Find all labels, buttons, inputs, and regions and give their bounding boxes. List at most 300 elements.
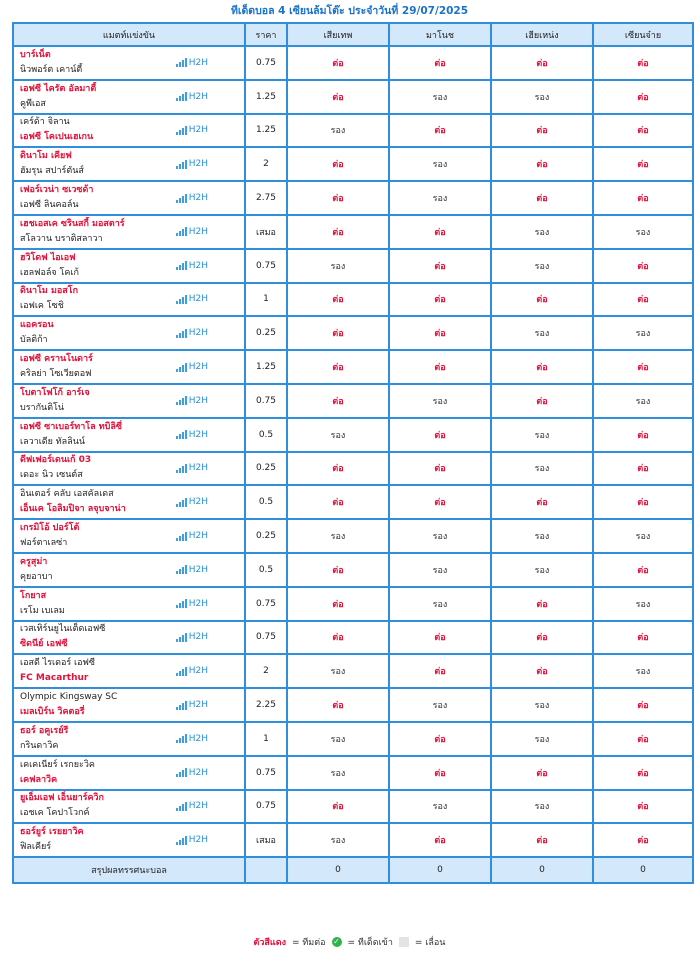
pick-value: รอง xyxy=(635,227,651,238)
home-team: ธอร์ อคูเรย์รี xyxy=(20,725,69,736)
pick-cell xyxy=(593,587,693,621)
pick-value: รอง xyxy=(330,836,346,847)
pick-value: ต่อ xyxy=(637,295,649,306)
pick-cell xyxy=(287,823,389,857)
away-team: เอ็นเค โอลิมปิจา ลจุบจาน่า xyxy=(20,504,126,515)
postponed-box-icon xyxy=(399,937,409,947)
pick-value: ต่อ xyxy=(637,802,649,813)
home-team: แอครอน xyxy=(20,320,54,331)
h2h-label: H2H xyxy=(188,531,208,542)
pick-value: ต่อ xyxy=(637,58,649,69)
pick-cell xyxy=(287,587,389,621)
price-cell: 0.75 xyxy=(245,587,287,621)
pick-value: ต่อ xyxy=(637,92,649,103)
pick-value: ต่อ xyxy=(332,802,344,813)
summary-price-empty xyxy=(245,857,287,883)
pick-cell xyxy=(491,722,593,756)
pick-value: ต่อ xyxy=(332,329,344,340)
pick-cell xyxy=(389,350,491,384)
pick-cell xyxy=(491,519,593,553)
pick-cell xyxy=(491,350,593,384)
away-team: ฮัมรุน สปาร์ตันส์ xyxy=(20,166,84,177)
h2h-label: H2H xyxy=(188,666,208,677)
home-team: ฮวิโดฟ ไอเอฟ xyxy=(20,252,76,263)
h2h-label: H2H xyxy=(188,463,208,474)
pick-value: ต่อ xyxy=(332,599,344,610)
match-cell xyxy=(13,519,245,553)
pick-cell xyxy=(389,621,491,655)
h2h-link[interactable] xyxy=(176,396,208,406)
pick-cell xyxy=(593,80,693,114)
away-team: เรโม เบเลม xyxy=(20,605,65,616)
match-cell xyxy=(13,181,245,215)
away-team: เอฟซี โคเปนเฮเกน xyxy=(20,132,94,143)
price-cell: 2 xyxy=(245,147,287,181)
h2h-link[interactable] xyxy=(176,768,208,778)
pick-value: ต่อ xyxy=(536,768,548,779)
summary-total-2: 0 xyxy=(389,857,491,883)
table-row xyxy=(13,452,693,486)
away-team: ฟิลเคียร์ xyxy=(20,842,52,853)
home-team: เกรมิโอ้ ปอร์โต้ xyxy=(20,523,80,534)
page-title: ทีเด็ดบอล 4 เซียนล้มโต๊ะ ประจำวันที่ 29/07/2025 xyxy=(230,5,469,17)
pick-cell xyxy=(389,553,491,587)
pick-value: ต่อ xyxy=(332,565,344,576)
home-team: เอสดี ไรเดอร์ เอฟซี xyxy=(20,658,96,669)
header-tipster-3: เฮียเหน่ง xyxy=(491,23,593,46)
pick-cell xyxy=(287,485,389,519)
pick-value: ต่อ xyxy=(637,464,649,475)
pick-cell xyxy=(389,654,491,688)
h2h-link[interactable] xyxy=(176,193,208,203)
pick-cell xyxy=(491,688,593,722)
pick-value: ต่อ xyxy=(637,430,649,441)
signal-bars-icon xyxy=(176,633,187,642)
pick-cell xyxy=(491,790,593,824)
h2h-link[interactable] xyxy=(176,497,208,507)
pick-cell xyxy=(491,80,593,114)
check-icon: ✓ xyxy=(333,937,340,946)
away-team: ซิดนีย์ เอฟซี xyxy=(20,639,68,650)
header-tipster-2: มาโนช xyxy=(389,23,491,46)
h2h-link[interactable] xyxy=(176,801,208,811)
h2h-label: H2H xyxy=(188,159,208,170)
pick-value: รอง xyxy=(534,532,550,543)
table-row xyxy=(13,283,693,317)
h2h-label: H2H xyxy=(188,395,208,406)
signal-bars-icon xyxy=(176,126,187,135)
away-team: FC Macarthur xyxy=(20,673,89,684)
home-team: โบตาโฟโก้ อาร์เจ xyxy=(20,387,90,398)
h2h-label: H2H xyxy=(188,429,208,440)
price-cell: 0.25 xyxy=(245,519,287,553)
pick-value: ต่อ xyxy=(332,464,344,475)
away-team: สโลวาน บราติสลาวา xyxy=(20,233,103,244)
pick-value: ต่อ xyxy=(332,363,344,374)
pick-value: รอง xyxy=(432,565,448,576)
match-cell xyxy=(13,384,245,418)
price-cell: 1 xyxy=(245,283,287,317)
pick-cell xyxy=(389,249,491,283)
pick-value: ต่อ xyxy=(536,498,548,509)
price-cell: 0.5 xyxy=(245,418,287,452)
table-row xyxy=(13,147,693,181)
pick-cell xyxy=(593,823,693,857)
signal-bars-icon xyxy=(176,464,187,473)
h2h-label: H2H xyxy=(188,125,208,136)
pick-cell xyxy=(287,621,389,655)
pick-value: ต่อ xyxy=(536,363,548,374)
pick-value: รอง xyxy=(635,532,651,543)
match-cell xyxy=(13,418,245,452)
price-cell: 0.75 xyxy=(245,249,287,283)
away-team: คุยอาบา xyxy=(20,571,53,582)
pick-value: ต่อ xyxy=(536,58,548,69)
header-tipster-4: เซียนจ๋าย xyxy=(593,23,693,46)
home-team: เอฟซี ครานโนดาร์ xyxy=(20,354,93,365)
h2h-link[interactable] xyxy=(176,835,208,845)
pick-value: ต่อ xyxy=(332,58,344,69)
signal-bars-icon xyxy=(176,532,187,541)
pick-cell xyxy=(287,147,389,181)
match-cell xyxy=(13,485,245,519)
pick-value: ต่อ xyxy=(637,565,649,576)
table-row xyxy=(13,215,693,249)
pick-value: ต่อ xyxy=(332,92,344,103)
pick-cell xyxy=(287,316,389,350)
h2h-link[interactable] xyxy=(176,159,208,169)
h2h-link[interactable] xyxy=(176,632,208,642)
price-cell: 0.25 xyxy=(245,316,287,350)
price-cell: 1.25 xyxy=(245,114,287,148)
pick-value: ต่อ xyxy=(637,768,649,779)
away-team: เลวาเดีย ทัลลินน์ xyxy=(20,436,86,447)
home-team: ครูสุม่า xyxy=(20,556,48,567)
signal-bars-icon xyxy=(176,329,187,338)
table-row xyxy=(13,80,693,114)
signal-bars-icon xyxy=(176,734,187,743)
h2h-link[interactable] xyxy=(176,463,208,473)
price-cell: เสมอ xyxy=(245,215,287,249)
h2h-label: H2H xyxy=(188,328,208,339)
match-cell xyxy=(13,249,245,283)
pick-value: ต่อ xyxy=(434,667,446,678)
pick-cell xyxy=(389,688,491,722)
match-cell xyxy=(13,790,245,824)
pick-cell xyxy=(389,384,491,418)
match-cell xyxy=(13,823,245,857)
home-team: ดินาโม เคียฟ xyxy=(20,151,72,162)
pick-cell xyxy=(593,553,693,587)
pick-cell xyxy=(593,350,693,384)
table-row xyxy=(13,418,693,452)
pick-cell xyxy=(593,316,693,350)
pick-value: รอง xyxy=(330,126,346,137)
table-row xyxy=(13,722,693,756)
pick-cell xyxy=(389,114,491,148)
h2h-link[interactable] xyxy=(176,294,208,304)
h2h-label: H2H xyxy=(188,733,208,744)
table-row xyxy=(13,587,693,621)
pick-value: รอง xyxy=(330,768,346,779)
pick-cell xyxy=(389,756,491,790)
home-team: อินเตอร์ คลับ เอสคัลเดส xyxy=(20,489,114,500)
pick-cell xyxy=(389,316,491,350)
pick-value: ต่อ xyxy=(637,194,649,205)
table-row xyxy=(13,519,693,553)
table-header-row xyxy=(13,23,693,46)
pick-cell xyxy=(491,553,593,587)
signal-bars-icon xyxy=(176,261,187,270)
pick-cell xyxy=(287,350,389,384)
pick-value: รอง xyxy=(330,734,346,745)
pick-value: ต่อ xyxy=(332,396,344,407)
price-cell: 1 xyxy=(245,722,287,756)
pick-value: ต่อ xyxy=(332,498,344,509)
price-cell: 1.25 xyxy=(245,350,287,384)
pick-value: ต่อ xyxy=(434,464,446,475)
price-cell: 2.75 xyxy=(245,181,287,215)
pick-cell xyxy=(287,80,389,114)
summary-total-1: 0 xyxy=(287,857,389,883)
table-row xyxy=(13,688,693,722)
pick-cell xyxy=(389,722,491,756)
pick-cell xyxy=(491,249,593,283)
pick-cell xyxy=(389,418,491,452)
away-team: คริลย่า โซเวียตอฟ xyxy=(20,369,92,380)
pick-cell xyxy=(593,283,693,317)
pick-value: ต่อ xyxy=(637,261,649,272)
h2h-label: H2H xyxy=(188,497,208,508)
pick-value: ต่อ xyxy=(332,227,344,238)
pick-value: ต่อ xyxy=(434,498,446,509)
h2h-label: H2H xyxy=(188,226,208,237)
pick-cell xyxy=(593,452,693,486)
h2h-link[interactable] xyxy=(176,430,208,440)
price-cell: 0.25 xyxy=(245,452,287,486)
match-cell xyxy=(13,587,245,621)
summary-total-3: 0 xyxy=(491,857,593,883)
pick-value: รอง xyxy=(534,261,550,272)
pick-value: ต่อ xyxy=(637,701,649,712)
table-row xyxy=(13,249,693,283)
table-row xyxy=(13,384,693,418)
legend-box-text: = เลื่อน xyxy=(414,938,446,948)
match-cell xyxy=(13,722,245,756)
h2h-link[interactable] xyxy=(176,328,208,338)
summary-row xyxy=(13,857,693,883)
price-cell: 0.75 xyxy=(245,790,287,824)
pick-cell xyxy=(593,418,693,452)
header-price: ราคา xyxy=(245,23,287,46)
pick-cell xyxy=(491,621,593,655)
pick-cell xyxy=(491,283,593,317)
pick-value: รอง xyxy=(330,532,346,543)
price-cell: 0.75 xyxy=(245,756,287,790)
pick-value: ต่อ xyxy=(637,160,649,171)
h2h-label: H2H xyxy=(188,598,208,609)
pick-value: ต่อ xyxy=(536,126,548,137)
h2h-label: H2H xyxy=(188,801,208,812)
pick-cell xyxy=(287,790,389,824)
h2h-label: H2H xyxy=(188,632,208,643)
pick-value: รอง xyxy=(635,599,651,610)
h2h-label: H2H xyxy=(188,294,208,305)
pick-cell xyxy=(287,418,389,452)
signal-bars-icon xyxy=(176,295,187,304)
h2h-label: H2H xyxy=(188,835,208,846)
pick-value: ต่อ xyxy=(332,295,344,306)
home-team: บาร์เน็ต xyxy=(20,49,51,60)
pick-cell xyxy=(593,654,693,688)
pick-value: ต่อ xyxy=(637,363,649,374)
away-team: ฟอร์ตาเลซ่า xyxy=(20,538,68,549)
pick-cell xyxy=(287,519,389,553)
table-row xyxy=(13,790,693,824)
h2h-link[interactable] xyxy=(176,227,208,237)
h2h-link[interactable] xyxy=(176,700,208,710)
pick-value: ต่อ xyxy=(536,160,548,171)
pick-cell xyxy=(389,181,491,215)
pick-value: ต่อ xyxy=(536,194,548,205)
pick-cell xyxy=(491,485,593,519)
pick-cell xyxy=(593,756,693,790)
signal-bars-icon xyxy=(176,768,187,777)
table-row xyxy=(13,181,693,215)
pick-value: ต่อ xyxy=(637,836,649,847)
h2h-label: H2H xyxy=(188,700,208,711)
home-team: เคร์ด้า จิลาน xyxy=(20,117,70,128)
h2h-label: H2H xyxy=(188,193,208,204)
pick-cell xyxy=(287,283,389,317)
pick-value: รอง xyxy=(330,667,346,678)
pick-cell xyxy=(593,215,693,249)
table-row xyxy=(13,756,693,790)
h2h-link[interactable] xyxy=(176,666,208,676)
h2h-link[interactable] xyxy=(176,565,208,575)
table-row xyxy=(13,46,693,80)
pick-value: ต่อ xyxy=(434,295,446,306)
pick-value: รอง xyxy=(635,667,651,678)
pick-cell xyxy=(389,790,491,824)
pick-value: ต่อ xyxy=(434,261,446,272)
summary-label: สรุปผลทรรศนะบอล xyxy=(13,857,245,883)
away-team: บัลติก้า xyxy=(20,335,48,346)
pick-value: รอง xyxy=(432,92,448,103)
signal-bars-icon xyxy=(176,802,187,811)
price-cell: 0.75 xyxy=(245,46,287,80)
pick-value: ต่อ xyxy=(434,430,446,441)
match-cell xyxy=(13,621,245,655)
pick-cell xyxy=(389,80,491,114)
match-cell xyxy=(13,553,245,587)
pick-value: ต่อ xyxy=(434,363,446,374)
pick-value: ต่อ xyxy=(434,633,446,644)
pick-value: รอง xyxy=(534,701,550,712)
pick-cell xyxy=(287,384,389,418)
pick-value: ต่อ xyxy=(536,599,548,610)
h2h-link[interactable] xyxy=(176,92,208,102)
pick-value: รอง xyxy=(635,396,651,407)
h2h-link[interactable] xyxy=(176,125,208,135)
match-cell xyxy=(13,688,245,722)
signal-bars-icon xyxy=(176,498,187,507)
away-team: เอชเค โคปาโวกค์ xyxy=(20,808,90,819)
price-cell: 0.75 xyxy=(245,621,287,655)
pick-value: ต่อ xyxy=(536,396,548,407)
price-cell: 1.25 xyxy=(245,80,287,114)
pick-value: ต่อ xyxy=(434,126,446,137)
h2h-link[interactable] xyxy=(176,734,208,744)
pick-cell xyxy=(287,688,389,722)
pick-cell xyxy=(593,790,693,824)
home-team: เอฟซี ซาเบอร์ทาโล ทบิลิซี่ xyxy=(20,421,123,432)
pick-cell xyxy=(389,147,491,181)
pick-cell xyxy=(287,722,389,756)
home-team: เวสเทิร์นยูไนเต็ดเอฟซี xyxy=(20,624,106,635)
signal-bars-icon xyxy=(176,599,187,608)
h2h-link[interactable] xyxy=(176,599,208,609)
pick-cell xyxy=(593,722,693,756)
away-team: เมลเบิร์น วิคตอรี่ xyxy=(20,707,85,718)
h2h-label: H2H xyxy=(188,767,208,778)
away-team: นิวพอร์ต เคาน์ตี้ xyxy=(20,64,83,75)
pick-value: รอง xyxy=(432,160,448,171)
signal-bars-icon xyxy=(176,430,187,439)
pick-cell xyxy=(491,147,593,181)
pick-cell xyxy=(287,114,389,148)
signal-bars-icon xyxy=(176,396,187,405)
signal-bars-icon xyxy=(176,92,187,101)
pick-cell xyxy=(389,452,491,486)
price-cell: เสมอ xyxy=(245,823,287,857)
h2h-link[interactable] xyxy=(176,261,208,271)
pick-value: รอง xyxy=(534,227,550,238)
signal-bars-icon xyxy=(176,363,187,372)
pick-cell xyxy=(491,215,593,249)
pick-value: รอง xyxy=(635,329,651,340)
pick-value: รอง xyxy=(432,701,448,712)
price-cell: 0.5 xyxy=(245,485,287,519)
pick-value: รอง xyxy=(432,532,448,543)
tips-table xyxy=(12,22,694,884)
legend xyxy=(0,935,699,949)
h2h-link[interactable] xyxy=(176,58,208,68)
pick-cell xyxy=(491,823,593,857)
signal-bars-icon xyxy=(176,194,187,203)
signal-bars-icon xyxy=(176,565,187,574)
pick-cell xyxy=(593,147,693,181)
price-cell: 0.5 xyxy=(245,553,287,587)
legend-red-label: ตัวสีแดง xyxy=(253,938,286,948)
pick-cell xyxy=(491,46,593,80)
pick-value: รอง xyxy=(534,92,550,103)
signal-bars-icon xyxy=(176,227,187,236)
home-team: เฮชเอสเค ซรินสกี้ มอสตาร์ xyxy=(20,218,125,229)
pick-value: ต่อ xyxy=(332,701,344,712)
h2h-link[interactable] xyxy=(176,531,208,541)
pick-cell xyxy=(593,384,693,418)
away-team: เคฟลาวิค xyxy=(20,774,58,785)
table-row xyxy=(13,316,693,350)
h2h-link[interactable] xyxy=(176,362,208,372)
pick-value: ต่อ xyxy=(637,498,649,509)
h2h-label: H2H xyxy=(188,260,208,271)
match-cell xyxy=(13,316,245,350)
pick-cell xyxy=(389,283,491,317)
pick-value: ต่อ xyxy=(332,160,344,171)
price-cell: 2 xyxy=(245,654,287,688)
